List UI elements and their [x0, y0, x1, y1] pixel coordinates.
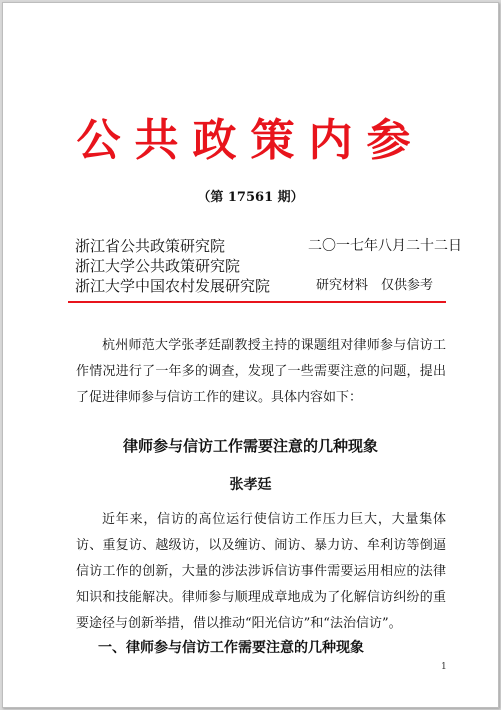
page-number: 1 [441, 662, 447, 672]
header-divider [68, 301, 446, 303]
body-paragraph: 近年来，信访的高位运行使信访工作压力巨大，大量集体访、重复访、越级访，以及缠访、闹访、暴力访、牟利访等倒逼信访工作的创新，大量的涉法涉诉信访事件需要运用相应的法律知识和技能解决。律师参与顺理成章地成为了化解信访纠纷的重要途径与创新举措，借以推动“阳光信访”和“法治信访”。 [76, 512, 446, 631]
institution-name: 浙江省公共政策研究院 [75, 237, 226, 255]
section-heading: 一、律师参与信访工作需要注意的几种现象 [98, 640, 364, 656]
document-page [2, 2, 499, 708]
article-author: 张孝廷 [229, 477, 272, 493]
institution-name: 浙江大学中国农村发展研究院 [75, 277, 271, 295]
reference-note: 研究材料 仅供参考 [316, 278, 434, 293]
institution-name: 浙江大学公共政策研究院 [75, 257, 241, 275]
issue-number: （第 17561 期） [197, 190, 304, 205]
article-title: 律师参与信访工作需要注意的几种现象 [122, 437, 378, 455]
publication-title: 公共政策内参 [76, 115, 425, 166]
intro-paragraph: 杭州师范大学张孝廷副教授主持的课题组对律师参与信访工作情况进行了一年多的调查，发现了一些需要注意的问题，提出了促进律师参与信访工作的建议。具体内容如下： [76, 338, 446, 405]
publication-date: 二〇一七年八月二十二日 [308, 238, 462, 254]
